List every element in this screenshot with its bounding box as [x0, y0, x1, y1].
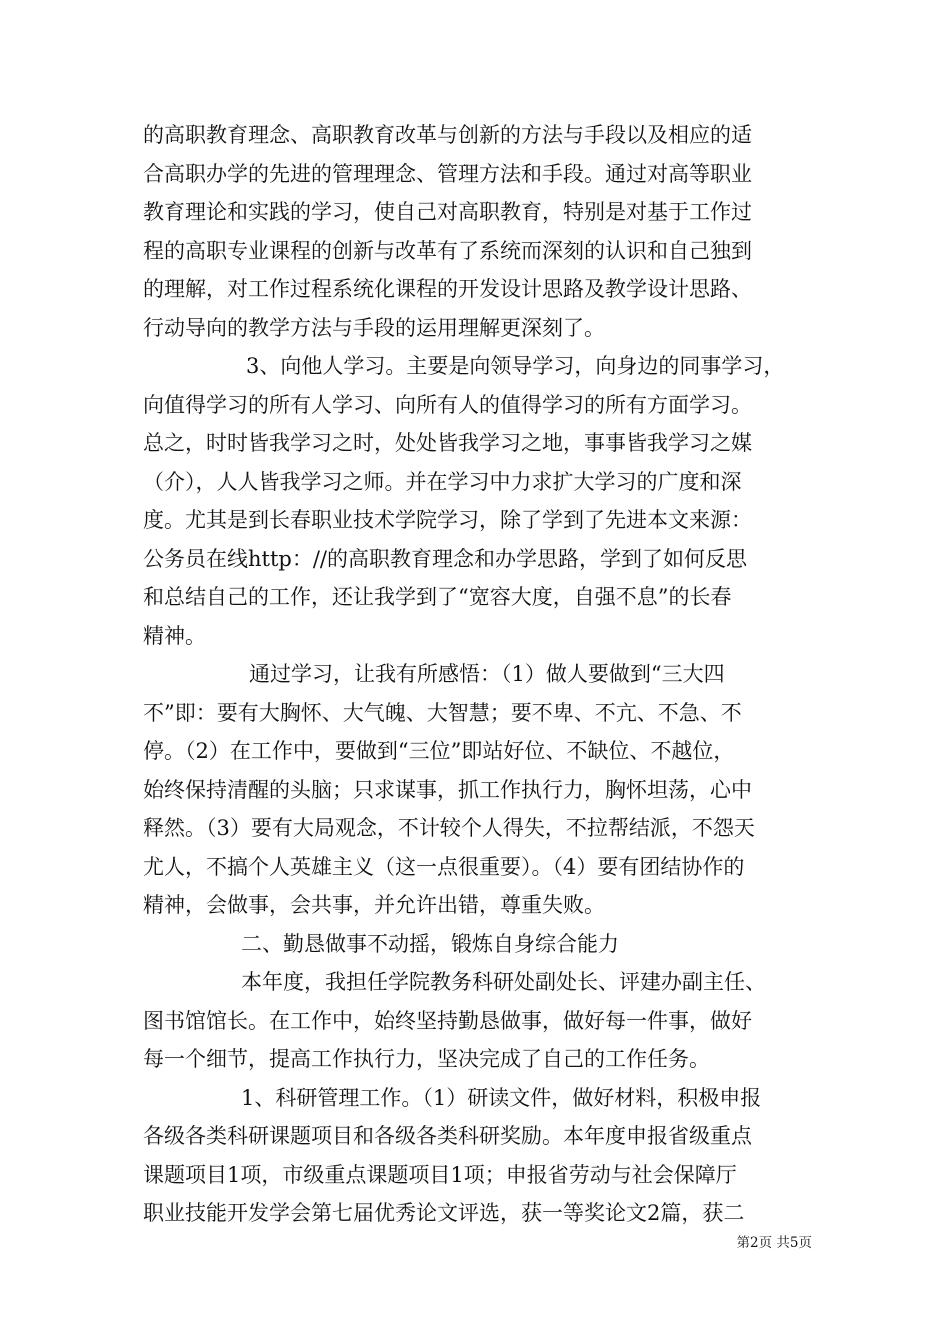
- text-line-5: 的理解，对工作过程系统化课程的开发设计思路及教学设计思路、: [143, 277, 752, 301]
- text-line-8: 向值得学习的所有人学习、向所有人的值得学习的所有方面学习。: [143, 392, 752, 417]
- text-line-14: 精神。: [143, 623, 206, 648]
- text-line-25: 每一个细节，提高工作执行力，坚决完成了自己的工作任务。: [143, 1047, 710, 1071]
- text-line-21: 精神，会做事，会共事，并允许出错，尊重失败。: [143, 893, 605, 917]
- text-line-27: 各级各类科研课题项目和各级各类科研奖励。本年度申报省级重点: [143, 1124, 752, 1148]
- text-line-3: 教育理论和实践的学习，使自己对高职教育，特别是对基于工作过: [143, 200, 752, 224]
- text-line-9: 总之，时时皆我学习之时，处处皆我学习之地，事事皆我学习之媒: [143, 431, 752, 455]
- body-text: [143, 116, 811, 1233]
- text-line-6: 行动导向的教学方法与手段的运用理解更深刻了。: [143, 315, 605, 340]
- text-line-11: 度。尤其是到长春职业技术学院学习，除了学到了先进本文来源：: [143, 508, 752, 532]
- page-number-footer: 第2页 共5页: [736, 1235, 812, 1251]
- section-heading: 二、勤恳做事不动摇，锻炼自身综合能力: [241, 931, 619, 956]
- text-line-20: 尤人，不搞个人英雄主义（这一点很重要）。（4）要有团结协作的: [143, 854, 745, 879]
- text-line-29: 职业技能开发学会第七届优秀论文评选，获一等奖论文2篇，获二: [143, 1201, 745, 1225]
- text-line-17: 停。（2）在工作中，要做到“三位”即站好位、不缺位、不越位，: [143, 739, 735, 763]
- text-line-4: 程的高职专业课程的创新与改革有了系统而深刻的认识和自己独到: [143, 238, 752, 263]
- text-line-18: 始终保持清醒的头脑；只求谋事，抓工作执行力，胸怀坦荡，心中: [143, 777, 752, 802]
- text-line-12: 公务员在线http：//的高职教育理念和办学思路，学到了如何反思: [143, 546, 747, 571]
- text-line-2: 合高职办学的先进的管理理念、管理方法和手段。通过对高等职业: [143, 161, 752, 186]
- text-line-24: 图书馆馆长。在工作中，始终坚持勤恳做事，做好每一件事，做好: [143, 1008, 752, 1033]
- text-line-13: 和总结自己的工作，还让我学到了“宽容大度，自强不息”的长春: [143, 585, 732, 609]
- text-line-10: （介），人人皆我学习之师。并在学习中力求扩大学习的广度和深: [143, 469, 742, 494]
- text-line-16: 不”即：要有大胸怀、大气魄、大智慧；要不卑、不亢、不急、不: [143, 700, 742, 725]
- text-line-19: 释然。（3）要有大局观念，不计较个人得失，不拉帮结派，不怨天: [143, 816, 755, 840]
- text-line-1: 的高职教育理念、高职教育改革与创新的方法与手段以及相应的适: [143, 123, 752, 147]
- text-line-28: 课题项目1项，市级重点课题项目1项；申报省劳动与社会保障厅: [143, 1162, 737, 1187]
- paragraph-start-learn-from-others: 3、向他人学习。主要是向领导学习，向身边的同事学习，: [246, 354, 785, 378]
- paragraph-start-research-management: 1、科研管理工作。（1）研读文件，做好材料，积极申报: [241, 1085, 762, 1110]
- paragraph-start-insights: 通过学习，让我有所感悟：（1）做人要做到“三大四: [249, 662, 725, 686]
- paragraph-start-this-year: 本年度，我担任学院教务科研处副处长、评建办副主任、: [241, 970, 766, 994]
